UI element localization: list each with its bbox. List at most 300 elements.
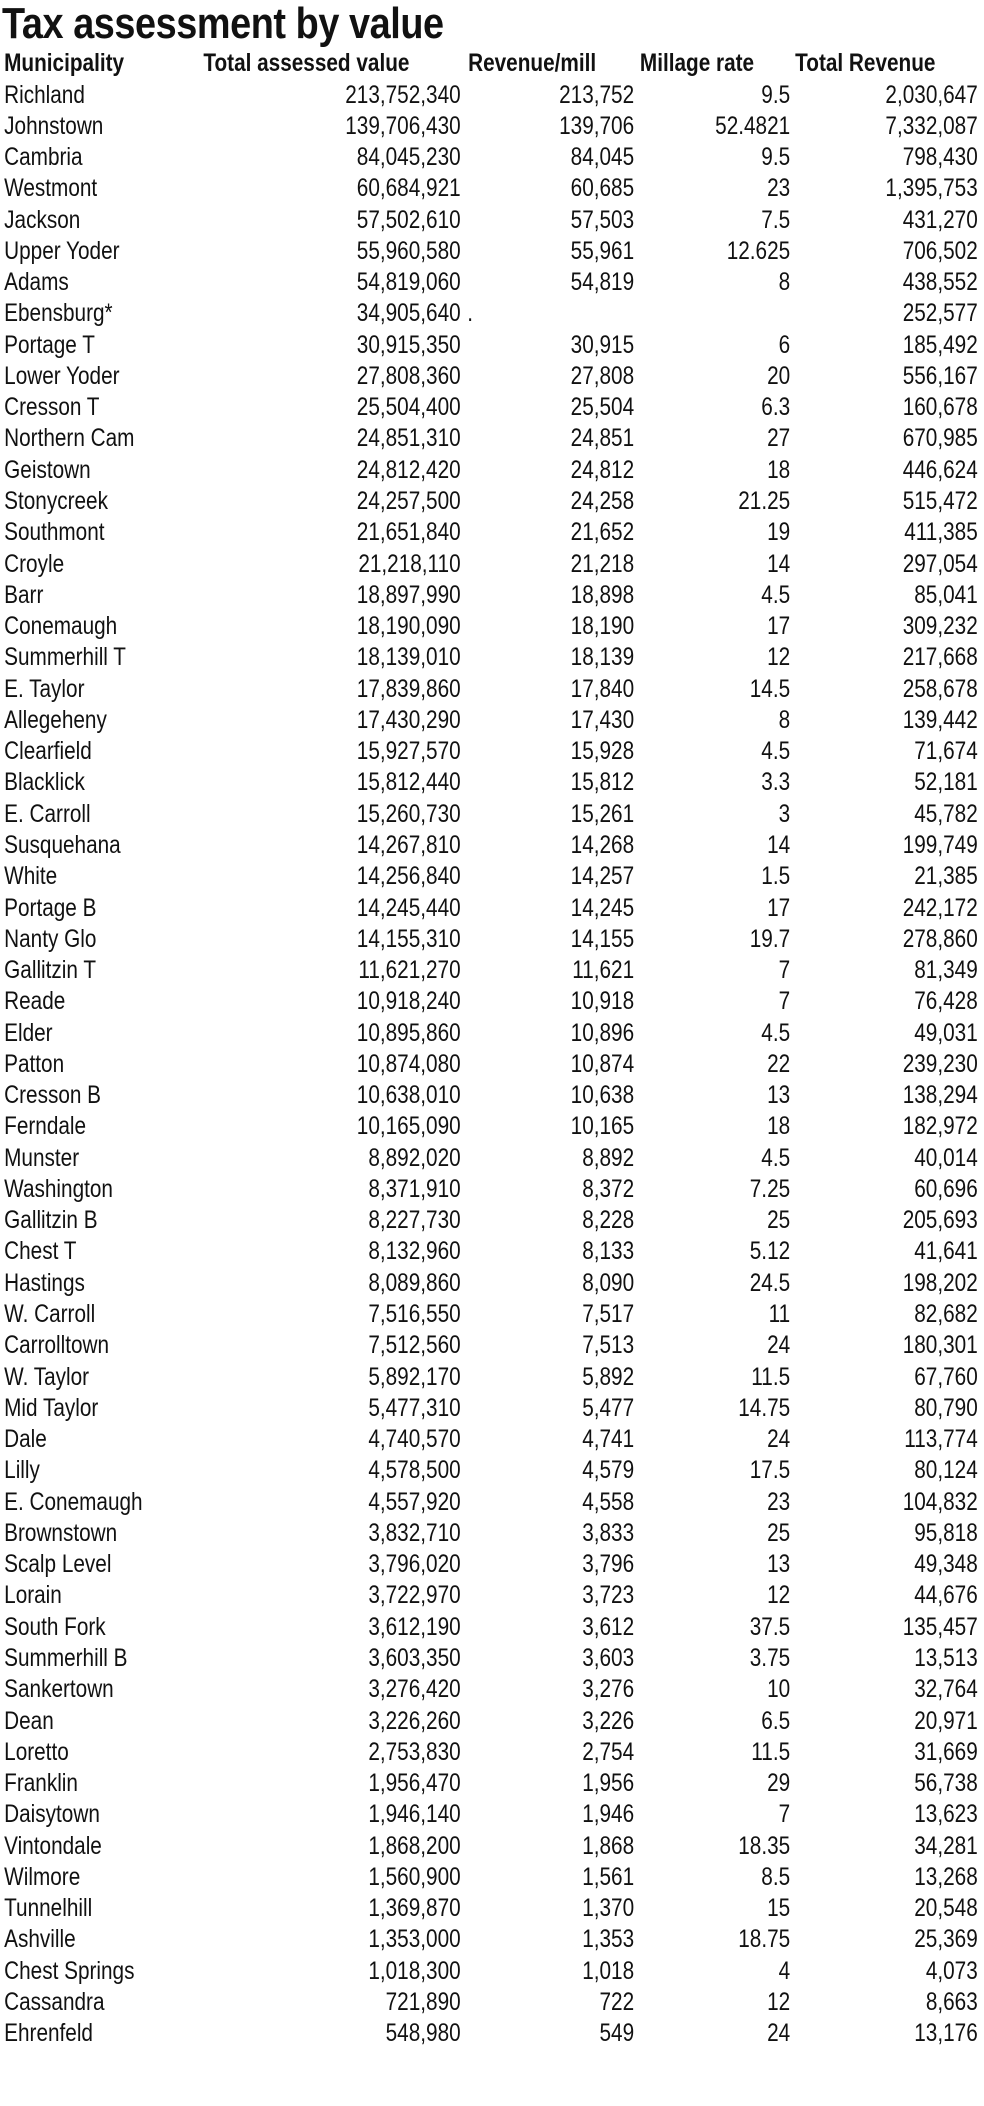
cell-revenue-per-mill: 1,018	[582, 1956, 635, 1985]
cell-assessed-value: 139,706,430	[345, 111, 461, 140]
table-row	[0, 736, 984, 767]
cell-municipality: Ferndale	[4, 1112, 87, 1141]
cell-revenue-per-mill: 4,741	[582, 1425, 635, 1454]
table-row	[0, 1674, 984, 1705]
cell-assessed-value: 213,752,340	[345, 80, 461, 109]
cell-revenue-per-mill: 2,754	[582, 1737, 635, 1766]
cell-millage-rate: 8	[778, 705, 791, 734]
cell-total-revenue: 138,294	[902, 1081, 978, 1110]
table-row	[0, 705, 984, 736]
cell-millage-rate: 18	[767, 1112, 791, 1141]
cell-revenue-per-mill: 30,915	[570, 330, 635, 359]
cell-municipality: Stonycreek	[4, 487, 108, 515]
cell-millage-rate: 25	[767, 1518, 791, 1547]
cell-total-revenue: 180,301	[902, 1331, 978, 1360]
cell-total-revenue: 25,369	[914, 1925, 978, 1954]
cell-total-revenue: 81,349	[914, 956, 978, 985]
cell-millage-rate: 17.5	[749, 1456, 791, 1485]
cell-assessed-value: 10,918,240	[356, 987, 461, 1016]
table-row	[0, 1236, 984, 1267]
cell-revenue-per-mill: 3,226	[582, 1706, 635, 1735]
cell-municipality: Dale	[4, 1425, 47, 1454]
table-row	[0, 861, 984, 892]
cell-assessed-value: 4,578,500	[368, 1456, 461, 1485]
table-row	[0, 1799, 984, 1830]
cell-assessed-value: 1,369,870	[368, 1894, 461, 1923]
cell-municipality: Ehrenfeld	[4, 2019, 93, 2048]
cell-millage-rate: 4.5	[761, 1018, 791, 1047]
table-row	[0, 1518, 984, 1549]
cell-assessed-value: 7,516,550	[368, 1300, 461, 1329]
cell-municipality: Northern Cam	[4, 424, 135, 453]
cell-municipality: Cambria	[4, 143, 83, 172]
cell-total-revenue: 56,738	[914, 1769, 978, 1798]
table-row	[0, 1956, 984, 1987]
cell-total-revenue: 706,502	[902, 236, 978, 265]
cell-millage-rate: 18.35	[738, 1831, 791, 1860]
cell-municipality: Loretto	[4, 1737, 69, 1766]
cell-municipality: Gallitzin B	[4, 1206, 98, 1235]
cell-municipality: Summerhill B	[4, 1644, 128, 1672]
cell-municipality: Ashville	[4, 1925, 76, 1954]
cell-millage-rate: 29	[767, 1769, 791, 1798]
cell-municipality: Lilly	[4, 1456, 40, 1485]
cell-assessed-value: 8,371,910	[368, 1174, 461, 1203]
cell-total-revenue: 41,641	[914, 1237, 978, 1266]
table-row	[0, 549, 984, 580]
cell-assessed-value: 3,832,710	[368, 1518, 461, 1547]
cell-municipality: Sankertown	[4, 1675, 114, 1704]
cell-total-revenue: 139,442	[902, 705, 978, 734]
cell-millage-rate: 5.12	[749, 1237, 791, 1266]
cell-assessed-value: 3,226,260	[368, 1706, 461, 1735]
cell-millage-rate: 19.7	[749, 924, 791, 953]
cell-assessed-value: 27,808,360	[356, 361, 461, 390]
cell-municipality: W. Carroll	[4, 1300, 96, 1329]
cell-total-revenue: 49,031	[914, 1018, 978, 1047]
cell-millage-rate: 10	[767, 1675, 791, 1704]
cell-total-revenue: 71,674	[914, 737, 978, 766]
cell-municipality: White	[4, 862, 58, 891]
cell-assessed-value: 7,512,560	[368, 1331, 461, 1360]
cell-millage-rate: 3	[778, 799, 791, 828]
table-row	[0, 517, 984, 548]
cell-assessed-value: 8,892,020	[368, 1143, 461, 1172]
cell-municipality: Franklin	[4, 1769, 78, 1798]
cell-assessed-value: 8,227,730	[368, 1206, 461, 1235]
cell-municipality: Reade	[4, 987, 66, 1016]
cell-revenue-per-mill: 18,139	[570, 643, 635, 672]
table-row	[0, 1549, 984, 1580]
cell-municipality: Washington	[4, 1174, 113, 1203]
cell-assessed-value: 10,895,860	[356, 1018, 461, 1047]
cell-revenue-per-mill: 14,268	[570, 830, 635, 859]
cell-assessed-value: 1,868,200	[368, 1831, 461, 1860]
cell-revenue-per-mill: 21,218	[570, 549, 635, 578]
cell-millage-rate: 7	[778, 987, 791, 1016]
cell-municipality: Portage T	[4, 330, 95, 359]
cell-total-revenue: 199,749	[902, 830, 978, 859]
table-row	[0, 767, 984, 798]
cell-municipality: Summerhill T	[4, 643, 126, 672]
cell-total-revenue: 31,669	[914, 1737, 978, 1766]
cell-revenue-per-mill: 3,723	[582, 1581, 635, 1610]
cell-millage-rate: 18.75	[738, 1925, 791, 1954]
table-row	[0, 1862, 984, 1893]
cell-millage-rate: 18	[767, 455, 791, 484]
cell-revenue-per-mill: 8,892	[582, 1143, 635, 1172]
cell-total-revenue: 20,971	[914, 1706, 978, 1735]
table-row	[0, 1768, 984, 1799]
cell-millage-rate: 20	[767, 361, 791, 390]
cell-municipality: Jackson	[4, 205, 81, 234]
cell-millage-rate: 4.5	[761, 580, 791, 609]
cell-municipality: Brownstown	[4, 1518, 118, 1547]
cell-municipality: E. Taylor	[4, 674, 85, 703]
cell-assessed-value: 15,812,440	[356, 768, 461, 797]
cell-millage-rate: 11	[768, 1300, 791, 1329]
cell-revenue-per-mill: 60,685	[570, 174, 635, 203]
table-row	[0, 924, 984, 955]
cell-millage-rate: 4.5	[761, 737, 791, 766]
cell-total-revenue: 135,457	[902, 1612, 978, 1641]
cell-total-revenue: 431,270	[902, 205, 978, 234]
cell-revenue-per-mill: 213,752	[559, 80, 635, 109]
cell-municipality: Westmont	[4, 174, 98, 203]
cell-total-revenue: 242,172	[902, 893, 978, 922]
cell-assessed-value: 24,851,310	[356, 424, 461, 453]
cell-millage-rate: 27	[767, 424, 791, 453]
cell-revenue-per-mill: 1,946	[582, 1800, 635, 1829]
cell-revenue-per-mill: 10,896	[570, 1018, 635, 1047]
cell-assessed-value: 34,905,640	[356, 299, 461, 328]
cell-municipality: Mid Taylor	[4, 1393, 99, 1422]
cell-revenue-per-mill: 15,928	[570, 737, 635, 766]
cell-millage-rate: 24.5	[749, 1268, 791, 1297]
cell-millage-rate: 7	[778, 1800, 791, 1829]
cell-total-revenue: 32,764	[914, 1675, 978, 1704]
cell-municipality: Johnstown	[4, 111, 104, 140]
cell-total-revenue: 80,790	[914, 1393, 978, 1422]
cell-total-revenue: 198,202	[902, 1268, 978, 1297]
cell-total-revenue: 52,181	[914, 768, 978, 797]
cell-revenue-per-mill: 18,898	[570, 580, 635, 609]
cell-total-revenue: 40,014	[914, 1143, 978, 1172]
cell-assessed-value: 21,651,840	[356, 518, 461, 547]
cell-revenue-per-mill: 14,257	[570, 862, 635, 891]
cell-revenue-per-mill: 722	[599, 1987, 635, 2016]
cell-assessed-value: 17,430,290	[356, 705, 461, 734]
cell-assessed-value: 1,560,900	[368, 1862, 461, 1891]
cell-assessed-value: 24,257,500	[356, 487, 461, 515]
cell-assessed-value: 14,256,840	[356, 862, 461, 891]
cell-total-revenue: 217,668	[902, 643, 978, 672]
cell-municipality: Hastings	[4, 1268, 85, 1297]
cell-total-revenue: 160,678	[902, 393, 978, 422]
cell-millage-rate: 52.4821	[715, 111, 791, 140]
cell-assessed-value: 5,477,310	[368, 1393, 461, 1422]
table-row	[0, 423, 984, 454]
cell-revenue-per-mill: 14,155	[570, 924, 635, 953]
cell-assessed-value: 1,946,140	[368, 1800, 461, 1829]
cell-revenue-per-mill: 54,819	[570, 268, 635, 297]
cell-total-revenue: 113,774	[904, 1425, 978, 1454]
table-row	[0, 142, 984, 173]
table-row	[0, 1424, 984, 1455]
cell-revenue-per-mill: 84,045	[570, 143, 635, 172]
cell-millage-rate: 11.5	[751, 1737, 791, 1766]
table-row	[0, 580, 984, 611]
cell-millage-rate: 24	[767, 2019, 791, 2048]
cell-millage-rate: 15	[767, 1894, 791, 1923]
cell-assessed-value: 60,684,921	[356, 174, 461, 203]
cell-revenue-per-mill: 5,892	[582, 1362, 635, 1391]
cell-revenue-per-mill: 1,353	[582, 1925, 635, 1954]
cell-total-revenue: 45,782	[914, 799, 978, 828]
table-row	[0, 236, 984, 267]
cell-assessed-value: 54,819,060	[356, 268, 461, 297]
header-municipality: Municipality	[4, 49, 125, 77]
cell-municipality: South Fork	[4, 1612, 106, 1641]
cell-millage-rate: 4	[778, 1956, 791, 1985]
cell-millage-rate: 24	[767, 1331, 791, 1360]
cell-millage-rate: 7.25	[749, 1174, 791, 1203]
cell-total-revenue: 21,385	[914, 862, 978, 891]
cell-municipality: Conemaugh	[4, 612, 118, 641]
cell-total-revenue: 1,395,753	[885, 174, 978, 203]
cell-total-revenue: 556,167	[902, 361, 978, 390]
cell-total-revenue: 80,124	[914, 1456, 978, 1485]
cell-municipality: Richland	[4, 80, 85, 109]
cell-millage-rate: 6	[778, 330, 791, 359]
cell-total-revenue: 82,682	[914, 1300, 978, 1329]
table-row	[0, 173, 984, 204]
table-row	[0, 1080, 984, 1111]
table-row	[0, 1893, 984, 1924]
table-row	[0, 1831, 984, 1862]
cell-total-revenue: 258,678	[902, 674, 978, 703]
cell-revenue-per-mill: 8,372	[582, 1174, 635, 1203]
table-row	[0, 611, 984, 642]
table-row	[0, 1174, 984, 1205]
cell-municipality: Patton	[4, 1049, 65, 1078]
table-row	[0, 330, 984, 361]
cell-municipality: Cresson B	[4, 1081, 102, 1110]
cell-total-revenue: 309,232	[902, 612, 978, 641]
cell-municipality: Allegeheny	[4, 705, 107, 734]
cell-total-revenue: 44,676	[914, 1581, 978, 1610]
cell-assessed-value: 14,245,440	[356, 893, 461, 922]
cell-assessed-value: 84,045,230	[356, 143, 461, 172]
cell-municipality: Susquehana	[4, 830, 121, 859]
cell-total-revenue: 515,472	[902, 487, 978, 515]
table-row	[0, 674, 984, 705]
table-row	[0, 1299, 984, 1330]
cell-municipality: Daisytown	[4, 1800, 100, 1829]
table-row	[0, 392, 984, 423]
cell-total-revenue: 104,832	[902, 1487, 978, 1516]
cell-municipality: Nanty Glo	[4, 924, 97, 953]
header-total-assessed-value: Total assessed value	[203, 49, 410, 77]
cell-assessed-value: 5,892,170	[368, 1362, 461, 1391]
table-row	[0, 1111, 984, 1142]
cell-millage-rate: 8	[778, 268, 791, 297]
cell-revenue-per-mill: 11,621	[572, 956, 635, 985]
cell-municipality: Wilmore	[4, 1862, 81, 1891]
table-row	[0, 799, 984, 830]
cell-assessed-value: 8,132,960	[368, 1237, 461, 1266]
cell-millage-rate: 23	[767, 174, 791, 203]
table-row	[0, 111, 984, 142]
page-title: Tax assessment by value	[2, 0, 444, 48]
cell-millage-rate: 21.25	[738, 487, 791, 515]
cell-municipality: Chest T	[4, 1237, 77, 1266]
header-total-revenue: Total Revenue	[795, 49, 936, 77]
cell-municipality: Clearfield	[4, 737, 92, 766]
cell-municipality: E. Conemaugh	[4, 1487, 143, 1516]
cell-revenue-per-mill: 5,477	[582, 1393, 635, 1422]
cell-total-revenue: 60,696	[914, 1174, 978, 1203]
table-row	[0, 986, 984, 1017]
cell-millage-rate: 17	[767, 893, 791, 922]
cell-assessed-value: 1,956,470	[368, 1769, 461, 1798]
cell-assessed-value: 8,089,860	[368, 1268, 461, 1297]
cell-municipality: Upper Yoder	[4, 236, 120, 265]
cell-millage-rate: 14	[767, 830, 791, 859]
cell-revenue-per-mill: 3,833	[582, 1518, 635, 1547]
cell-total-revenue: 798,430	[902, 143, 978, 172]
cell-assessed-value: 57,502,610	[356, 205, 461, 234]
cell-municipality: Munster	[4, 1143, 80, 1172]
cell-assessed-value: 14,267,810	[356, 830, 461, 859]
table-row	[0, 2018, 984, 2049]
cell-total-revenue: 13,176	[914, 2019, 978, 2048]
table-row	[0, 1580, 984, 1611]
cell-millage-rate: 12	[767, 1987, 791, 2016]
cell-assessed-value: 10,874,080	[356, 1049, 461, 1078]
cell-assessed-value: 3,603,350	[368, 1644, 461, 1672]
cell-assessed-value: 18,139,010	[356, 643, 461, 672]
cell-revenue-per-mill: 24,258	[570, 487, 635, 515]
cell-revenue-per-mill: 1,868	[582, 1831, 635, 1860]
cell-revenue-per-mill: 8,133	[582, 1237, 635, 1266]
cell-municipality: Adams	[4, 268, 69, 297]
table-row	[0, 1362, 984, 1393]
cell-millage-rate: 24	[767, 1425, 791, 1454]
cell-assessed-value: 24,812,420	[356, 455, 461, 484]
cell-total-revenue: 411,385	[904, 518, 978, 547]
table-row	[0, 1018, 984, 1049]
cell-assessed-value: 15,927,570	[356, 737, 461, 766]
cell-millage-rate: 7	[778, 956, 791, 985]
table-row	[0, 361, 984, 392]
cell-revenue-per-mill: 15,812	[570, 768, 635, 797]
cell-total-revenue: 438,552	[902, 268, 978, 297]
cell-revenue-per-mill: 3,796	[582, 1550, 635, 1579]
header-millage-rate: Millage rate	[639, 49, 755, 77]
cell-municipality: Croyle	[4, 549, 65, 578]
cell-revenue-per-mill: 25,504	[570, 393, 635, 422]
cell-municipality: Dean	[4, 1706, 54, 1735]
cell-revenue-per-mill: 18,190	[570, 612, 635, 641]
cell-assessed-value: 55,960,580	[356, 236, 461, 265]
table-row	[0, 455, 984, 486]
cell-municipality: Southmont	[4, 518, 105, 547]
cell-assessed-value: 18,897,990	[356, 580, 461, 609]
cell-millage-rate: 17	[767, 612, 791, 641]
cell-revenue-per-mill: 17,430	[570, 705, 635, 734]
cell-revenue-per-mill: 1,370	[582, 1894, 635, 1923]
cell-total-revenue: 13,513	[914, 1644, 978, 1672]
table-row	[0, 893, 984, 924]
cell-revenue-per-mill: 10,638	[570, 1081, 635, 1110]
cell-total-revenue: 297,054	[902, 549, 978, 578]
cell-assessed-value: 3,796,020	[368, 1550, 461, 1579]
table-row	[0, 830, 984, 861]
cell-millage-rate: 19	[767, 518, 791, 547]
cell-total-revenue: 49,348	[914, 1550, 978, 1579]
cell-municipality: Scalp Level	[4, 1550, 112, 1579]
cell-total-revenue: 8,663	[925, 1987, 978, 2016]
cell-assessed-value: 15,260,730	[356, 799, 461, 828]
table-row	[0, 1205, 984, 1236]
table-row	[0, 955, 984, 986]
cell-millage-rate: 12	[767, 643, 791, 672]
cell-revenue-per-mill: 27,808	[570, 361, 635, 390]
cell-municipality: Chest Springs	[4, 1956, 135, 1985]
cell-total-revenue: 446,624	[902, 455, 978, 484]
cell-revenue-per-mill: 3,603	[582, 1644, 635, 1672]
table-row	[0, 1987, 984, 2018]
cell-millage-rate: 11.5	[751, 1362, 791, 1391]
cell-municipality: W. Taylor	[4, 1362, 90, 1391]
cell-revenue-per-mill: 7,517	[582, 1300, 635, 1329]
table-row	[0, 1737, 984, 1768]
cell-millage-rate: 12	[767, 1581, 791, 1610]
table-row	[0, 1612, 984, 1643]
cell-revenue-per-mill: 17,840	[570, 674, 635, 703]
cell-total-revenue: 13,623	[914, 1800, 978, 1829]
cell-millage-rate: 25	[767, 1206, 791, 1235]
cell-millage-rate: 3.3	[761, 768, 791, 797]
table-row	[0, 1487, 984, 1518]
cell-revenue-per-mill: 7,513	[582, 1331, 635, 1360]
cell-millage-rate: 13	[767, 1081, 791, 1110]
cell-millage-rate: 6.5	[761, 1706, 791, 1735]
cell-millage-rate: 14.5	[749, 674, 791, 703]
cell-revenue-per-mill: 24,812	[570, 455, 635, 484]
table-row	[0, 1049, 984, 1080]
cell-revenue-per-mill: 1,561	[582, 1862, 635, 1891]
table-header	[0, 48, 984, 79]
cell-assessed-value: 1,353,000	[368, 1925, 461, 1954]
cell-assessed-value: 18,190,090	[356, 612, 461, 641]
cell-revenue-per-mill: 10,918	[570, 987, 635, 1016]
table-row	[0, 1143, 984, 1174]
cell-total-revenue: 252,577	[902, 299, 978, 328]
cell-municipality: Gallitzin T	[4, 956, 97, 985]
cell-municipality: Cassandra	[4, 1987, 105, 2016]
cell-municipality: Blacklick	[4, 768, 85, 797]
cell-revenue-per-mill: 57,503	[570, 205, 635, 234]
table-row	[0, 486, 984, 517]
cell-millage-rate: 3.75	[749, 1644, 791, 1672]
table-row	[0, 1455, 984, 1486]
cell-assessed-value: 11,621,270	[358, 956, 461, 985]
cell-total-revenue: 76,428	[914, 987, 978, 1016]
cell-millage-rate: 12.625	[726, 236, 791, 265]
cell-millage-rate: 37.5	[749, 1612, 791, 1641]
